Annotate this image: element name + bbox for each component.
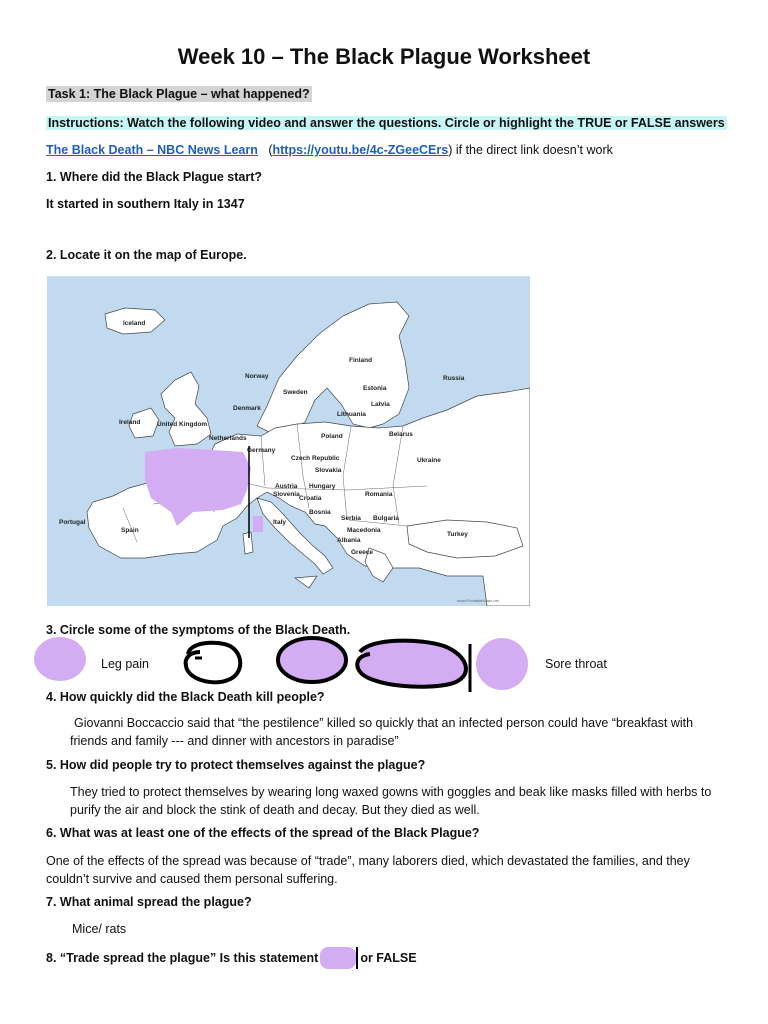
map-label-italy: Italy [273, 519, 287, 526]
map-label-austria: Austria [275, 483, 298, 490]
question-1: 1. Where did the Black Plague start? [46, 170, 263, 184]
symptom-sore-throat[interactable]: Sore throat [545, 657, 607, 671]
video-link[interactable]: The Black Death – NBC News Learn [46, 143, 258, 157]
question-8 [46, 947, 417, 969]
question-4: 4. How quickly did the Black Death kill people? [46, 690, 325, 704]
answer-4: Giovanni Boccaccio said that “the pestilence” killed so quickly that an infected person could have “breakfast with friends and family --- and dinner with ancestors in paradise” [70, 716, 694, 748]
map-label-macedonia: Macedonia [347, 527, 381, 534]
question-8-text: 8. “Trade spread the plague” Is this statement [46, 951, 319, 965]
link-suffix: ) if the direct link doesn’t work [448, 143, 613, 157]
open-paren: ( [268, 143, 273, 157]
map-label-norway: Norway [245, 373, 269, 380]
map-label-russia: Russia [443, 375, 465, 382]
marker-line [356, 947, 358, 969]
highlight-mark-small [253, 516, 263, 532]
map-label-serbia: Serbia [341, 515, 361, 522]
instructions: Instructions: Watch the following video and answer the questions. Circle or highlight the TRUE or FALSE answers [48, 116, 725, 130]
map-label-finland: Finland [349, 357, 373, 364]
answer-6: One of the effects of the spread was because of “trade”, many laborers died, which devastated the families, and they couldn’t survive and caused them personal suffering. [46, 854, 690, 886]
map-label-albania: Albania [337, 537, 361, 544]
map-label-denmark: Denmark [233, 405, 261, 412]
map-label-bulgaria: Bulgaria [373, 515, 400, 522]
map-label-greece: Greece [351, 549, 374, 556]
map-label-iceland: Iceland [123, 320, 146, 327]
question-6: 6. What was at least one of the effects of the spread of the Black Plague? [46, 826, 480, 840]
answer-5: They tried to protect themselves by wearing long waxed gowns with goggles and beak like masks filled with herbs to purify the air and block the stink of death and decay. But they died as well. [70, 785, 712, 817]
map-credit: www.PrintableMaps.net [457, 598, 499, 603]
symptom-leg-pain[interactable]: Leg pain [101, 657, 149, 671]
video-url-link[interactable]: https://youtu.be/4c-ZGeeCErs [272, 143, 449, 157]
map-label-turkey: Turkey [447, 531, 468, 538]
map-label-estonia: Estonia [363, 385, 387, 392]
circle-mark[interactable] [278, 638, 346, 682]
question-2: 2. Locate it on the map of Europe. [46, 248, 247, 262]
map-label-belarus: Belarus [389, 431, 413, 438]
map-label-ukraine: Ukraine [417, 457, 441, 464]
answer-1: It started in southern Italy in 1347 [46, 197, 245, 211]
question-7: 7. What animal spread the plague? [46, 895, 252, 909]
question-5: 5. How did people try to protect themselves against the plague? [46, 758, 426, 772]
page-title: Week 10 – The Black Plague Worksheet [177, 44, 591, 69]
map-label-lithuania: Lithuania [337, 411, 366, 418]
map-label-romania: Romania [365, 491, 393, 498]
true-highlight-mark[interactable] [320, 947, 356, 969]
map-label-netherlands: Netherlands [209, 435, 247, 442]
map-label-hungary: Hungary [309, 483, 336, 490]
map-label-slovakia: Slovakia [315, 467, 342, 474]
map-label-croatia: Croatia [299, 495, 322, 502]
map-label-czech: Czech Republic [291, 455, 340, 462]
false-option[interactable]: or FALSE [360, 951, 417, 965]
circle-mark[interactable] [186, 643, 241, 683]
map-label-germany: Germany [247, 447, 276, 454]
map-label-ireland: Ireland [119, 419, 141, 426]
map-label-sweden: Sweden [283, 389, 308, 396]
circle-mark[interactable] [357, 641, 466, 687]
map-label-poland: Poland [321, 433, 343, 440]
question-3: 3. Circle some of the symptoms of the Black Death. [46, 623, 351, 637]
answer-7: Mice/ rats [72, 922, 127, 936]
map-label-latvia: Latvia [371, 401, 390, 408]
map-label-portugal: Portugal [59, 519, 86, 526]
map-label-united-kingdom: United Kingdom [157, 421, 208, 428]
task-heading: Task 1: The Black Plague – what happened? [48, 87, 310, 101]
highlight-mark[interactable] [34, 637, 86, 681]
map-label-bosnia: Bosnia [309, 509, 331, 516]
map-label-slovenia: Slovenia [273, 491, 300, 498]
video-line [46, 143, 613, 157]
map-label-spain: Spain [121, 527, 139, 534]
map-land-sardinia [243, 532, 253, 554]
europe-map [47, 276, 530, 606]
highlight-mark[interactable] [476, 638, 528, 690]
